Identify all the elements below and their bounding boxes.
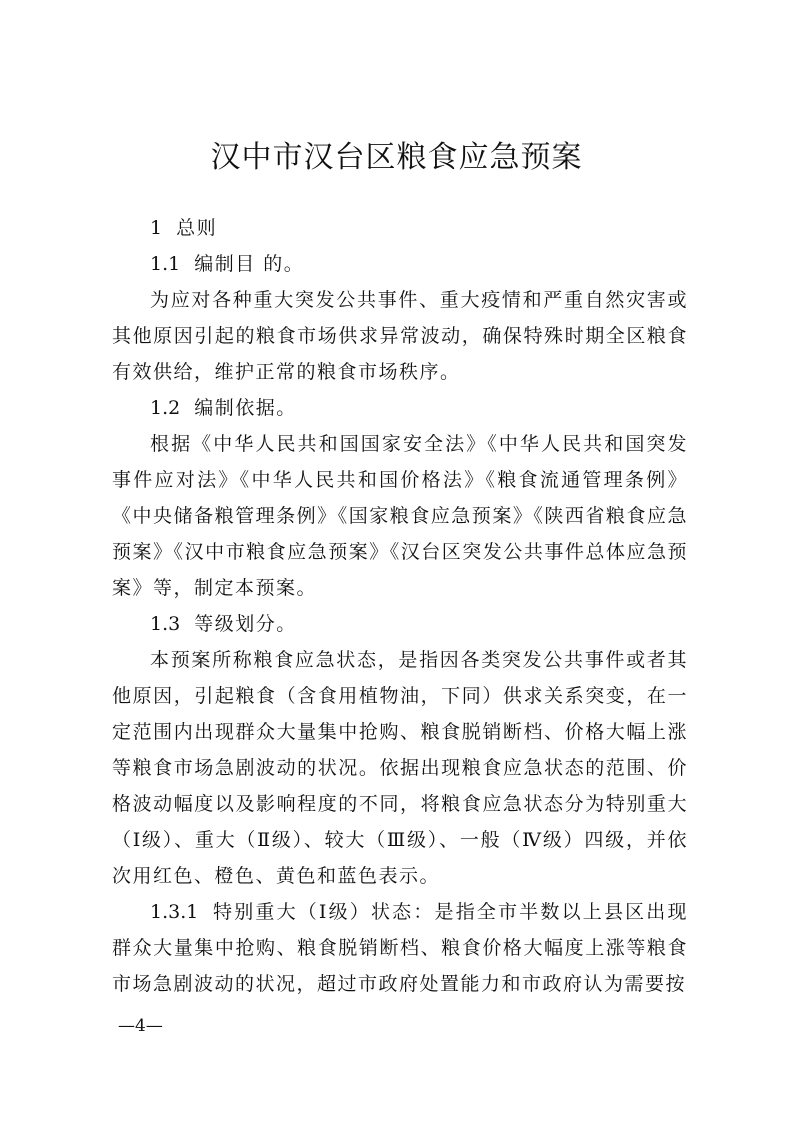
section-heading-1-2 [112,390,688,426]
paragraph-levels: 本预案所称粮食应急状态，是指因各类突发公共事件或者其他原因，引起粮食（含食用植物油，下同）供求关系突变，在一定范围内出现群众大量集中抢购、粮食脱销断档、价格大幅上涨等粮食市场急剧波动的状况。依据出现粮食应急状态的范围、价格波动幅度以及影响程度的不同，将粮食应急状态分为特别重大（Ⅰ级）、重大（Ⅱ级）、较大（Ⅲ级）、一般（Ⅳ级）四级，并依次用红色、橙色、黄色和蓝色表示。 [112,649,688,887]
paragraph-level-1-text: 特别重大（Ⅰ级）状态：是指全市半数以上县区出现群众大量集中抢购、粮食脱销断档、粮食价格大幅度上涨等粮食市场急剧波动的状况，超过市政府处置能力和市政府认为需要按 [112,901,688,995]
section-number: 1.1 [150,253,181,275]
section-title: 总则 [176,217,218,239]
section-title: 编制目 的。 [194,253,305,275]
paragraph-basis: 根据《中华人民共和国国家安全法》《中华人民共和国突发事件应对法》《中华人民共和国价格法》《粮食流通管理条例》《中央储备粮管理条例》《国家粮食应急预案》《陕西省粮食应急预案》《汉中市粮食应急预案》《汉台区突发公共事件总体应急预案》等，制定本预案。 [112,433,688,599]
section-heading-1-3 [112,606,688,642]
section-number: 1 [150,217,163,239]
section-number: 1.2 [150,397,181,419]
paragraph-purpose: 为应对各种重大突发公共事件、重大疫情和严重自然灾害或其他原因引起的粮食市场供求异常波动，确保特殊时期全区粮食有效供给，维护正常的粮食市场秩序。 [112,289,688,383]
document-title: 汉中市汉台区粮食应急预案 [210,140,583,175]
section-heading-1 [112,210,688,246]
page-number: —4— [118,1016,163,1036]
section-heading-1-1 [112,246,688,282]
section-title: 编制依据。 [194,397,297,419]
paragraph-level-1 [112,894,688,1002]
section-title: 等级划分。 [194,613,297,635]
section-number: 1.3.1 [150,901,199,923]
section-number: 1.3 [150,613,181,635]
document-body [112,210,688,1002]
